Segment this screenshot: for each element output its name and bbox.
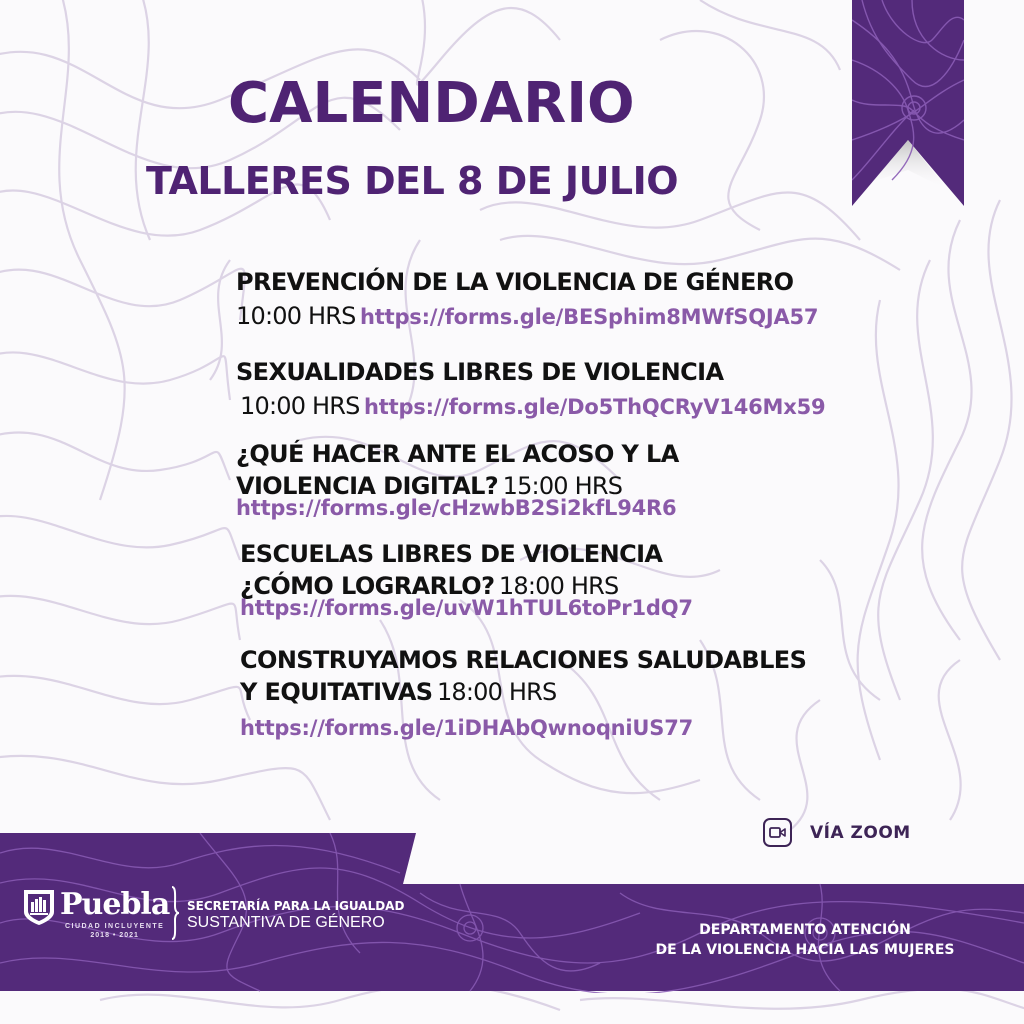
logo-tagline: CIUDAD INCLUYENTE [64, 923, 165, 930]
registration-link[interactable]: https://forms.gle/Do5ThQCRyV146Mx59 [364, 395, 826, 419]
workshop-time: 18:00 HRS [498, 572, 619, 600]
workshop-item [236, 440, 679, 520]
shield-icon [22, 888, 56, 926]
workshop-title-cont: ¿CÓMO LOGRARLO? [240, 572, 495, 600]
registration-link[interactable]: https://forms.gle/cHzwbB2Si2kfL94R6 [236, 496, 677, 520]
department-line-1: DEPARTAMENTO ATENCIÓN [699, 922, 911, 938]
department-line-2: DE LA VIOLENCIA HACIA LAS MUJERES [655, 942, 955, 958]
secretaria-name [187, 899, 404, 932]
workshop-title: CONSTRUYAMOS RELACIONES SALUDABLES [240, 646, 807, 674]
registration-link[interactable]: https://forms.gle/BESphim8MWfSQJA57 [360, 305, 819, 329]
workshop-item [240, 646, 806, 740]
workshop-time: 15:00 HRS [502, 472, 623, 500]
secretaria-line-2: SUSTANTIVA DE GÉNERO [187, 914, 385, 931]
workshop-item [240, 540, 693, 620]
brace-divider [170, 886, 180, 940]
workshop-title: ¿QUÉ HACER ANTE EL ACOSO Y LA [236, 440, 679, 468]
secretaria-line-1: SECRETARÍA PARA LA IGUALDAD [187, 899, 405, 913]
workshop-title-cont: Y EQUITATIVAS [240, 678, 433, 706]
puebla-logo [22, 888, 169, 941]
workshop-title: ESCUELAS LIBRES DE VIOLENCIA [240, 540, 663, 568]
workshop-time: 18:00 HRS [436, 678, 557, 706]
workshop-item [236, 268, 818, 330]
workshop-title-cont: VIOLENCIA DIGITAL? [236, 472, 499, 500]
platform-label: VÍA ZOOM [810, 822, 911, 843]
registration-link[interactable]: https://forms.gle/1iDHAbQwnoqniUS77 [240, 716, 694, 740]
workshop-title: PREVENCIÓN DE LA VIOLENCIA DE GÉNERO [236, 268, 794, 296]
logo-name: Puebla [60, 887, 170, 922]
decorative-ribbon [852, 0, 964, 206]
video-camera-icon [763, 818, 792, 847]
page-title: CALENDARIO [228, 71, 635, 136]
workshop-title: SEXUALIDADES LIBRES DE VIOLENCIA [236, 358, 724, 386]
workshop-item [236, 358, 825, 420]
workshop-time: 10:00 HRS [236, 302, 356, 330]
page-subtitle: TALLERES DEL 8 DE JULIO [146, 159, 679, 203]
registration-link[interactable]: https://forms.gle/uvW1hTUL6toPr1dQ7 [240, 596, 693, 620]
department-name [630, 920, 980, 960]
platform-badge [763, 818, 911, 847]
workshop-time: 10:00 HRS [240, 392, 360, 420]
logo-years: 2018 • 2021 [90, 932, 139, 939]
